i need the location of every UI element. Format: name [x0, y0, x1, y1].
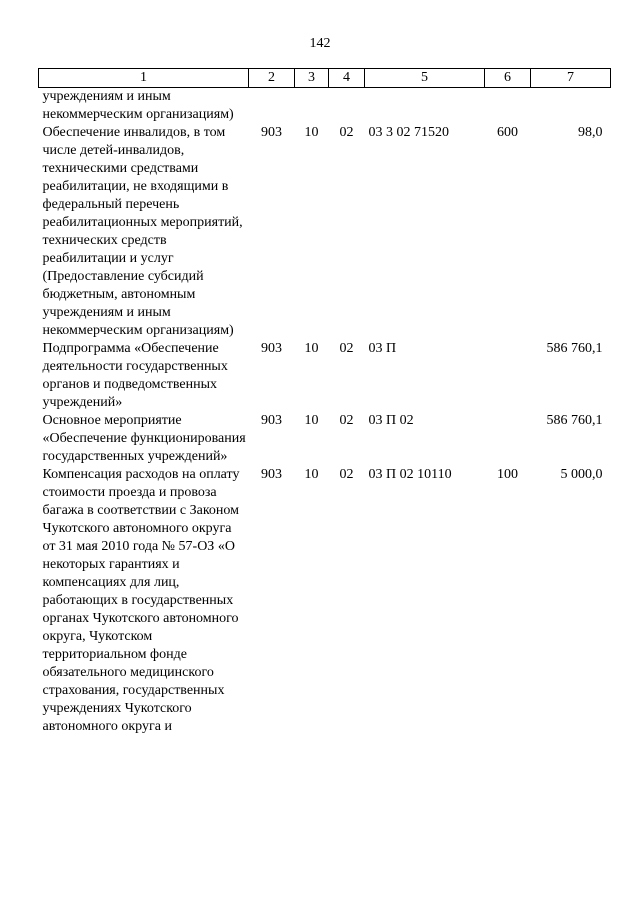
row-code-expense-type	[485, 412, 531, 466]
column-header: 1	[39, 69, 249, 88]
table-row	[39, 340, 611, 412]
column-header: 4	[329, 69, 365, 88]
page-number: 142	[309, 36, 331, 51]
row-code-expense-type	[485, 340, 531, 412]
row-code-target: 03 П	[368, 341, 397, 356]
row-code-section	[295, 88, 329, 125]
column-header: 6	[485, 69, 531, 88]
row-code-subsection: 02	[339, 413, 354, 428]
row-amount: 98,0	[578, 125, 603, 140]
row-code-subsection	[329, 88, 365, 125]
row-code-target	[365, 88, 485, 125]
row-amount: 5 000,0	[560, 467, 603, 482]
table-row	[39, 88, 611, 125]
row-code-section: 10	[304, 413, 319, 428]
row-amount: 586 760,1	[546, 413, 603, 428]
row-code-expense-type: 100	[497, 467, 518, 482]
row-name: Основное мероприятие «Обеспечение функционирования государственных учреждений»	[42, 413, 246, 464]
row-code-section: 10	[304, 125, 319, 140]
row-code-subsection: 02	[339, 467, 354, 482]
row-code-ministry: 903	[261, 413, 282, 428]
table-row	[39, 124, 611, 340]
row-code-expense-type	[485, 88, 531, 125]
row-name: Подпрограмма «Обеспечение деятельности государственных органов и подведомственных учреждений»	[42, 341, 228, 410]
row-name: Компенсация расходов на оплату стоимости проезда и провоза багажа в соответствии с Законом Чукотского автономного округа от 31 мая 2010 года № 57-ОЗ «О некоторых гарантиях и компенсациях для лиц, работающих в государственных органах Чукотского автономного округа, Чукотском территориальном фонде обязательного медицинского страхования, государственных учреждениях Чукотского автономного округа и	[42, 467, 240, 734]
row-code-target: 03 3 02 71520	[368, 125, 449, 140]
row-code-subsection: 02	[339, 341, 354, 356]
column-header: 5	[365, 69, 485, 88]
column-header: 7	[531, 69, 611, 88]
row-code-target: 03 П 02 10110	[368, 467, 452, 482]
row-name: учреждениям и иным некоммерческим организациям)	[42, 89, 234, 122]
row-code-ministry: 903	[261, 467, 282, 482]
row-code-target: 03 П 02	[368, 413, 414, 428]
row-code-section: 10	[304, 467, 319, 482]
column-header: 3	[295, 69, 329, 88]
row-amount: 586 760,1	[546, 341, 603, 356]
row-code-ministry: 903	[261, 125, 282, 140]
row-code-expense-type: 600	[497, 125, 518, 140]
row-code-subsection: 02	[339, 125, 354, 140]
table-row	[39, 412, 611, 466]
row-name: Обеспечение инвалидов, в том числе детей-инвалидов, техническими средствами реабилитации, не входящими в федеральный перечень реабилитационных мероприятий, технических средств реабилитации и услуг (Предоставление субсидий бюджетным, автономным учреждениям и иным некоммерческим организациям)	[42, 125, 243, 338]
row-amount	[531, 88, 611, 125]
column-header: 2	[249, 69, 295, 88]
row-code-ministry: 903	[261, 341, 282, 356]
table-row	[39, 466, 611, 736]
table-header	[39, 69, 611, 88]
row-code-section: 10	[304, 341, 319, 356]
row-code-ministry	[249, 88, 295, 125]
budget-table	[38, 68, 611, 736]
